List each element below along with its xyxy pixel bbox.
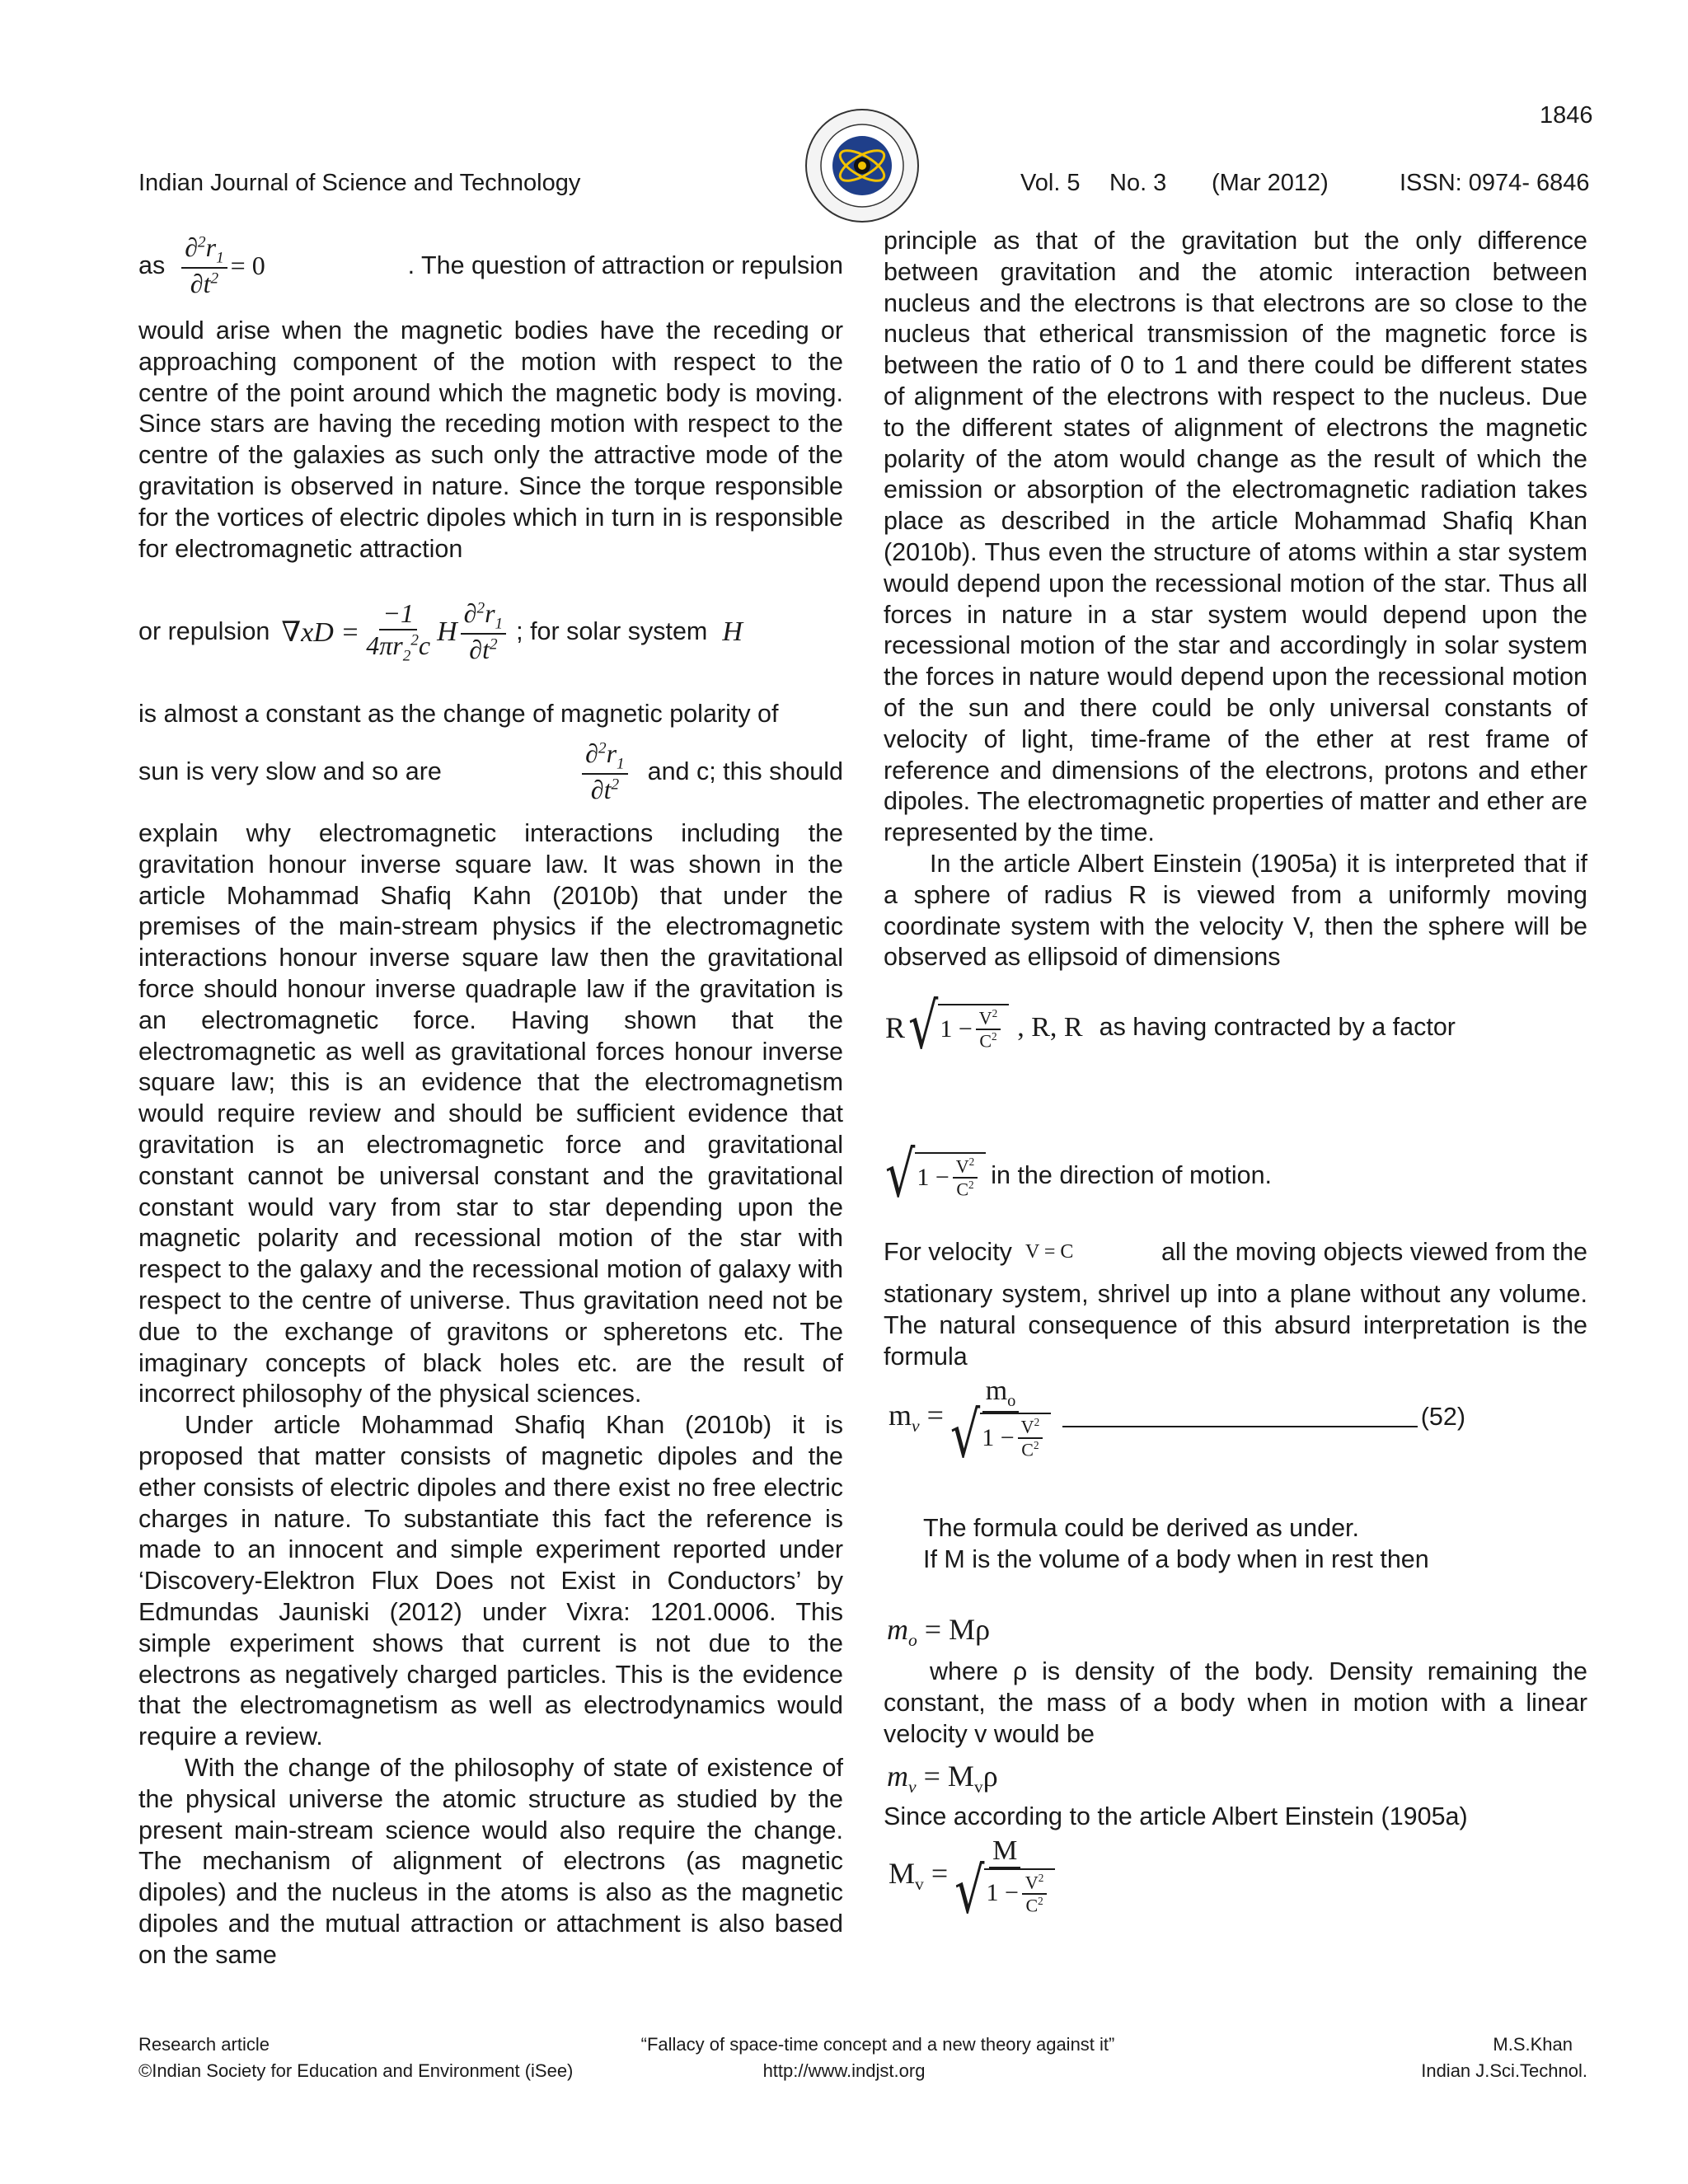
density-paragraph: where ρ is density of the body. Density remaining the constant, the mass of a body when in motion with a linear velocity v would be <box>884 1657 1587 1748</box>
footer-article-type: Research article <box>138 2034 270 2055</box>
sun-suffix: and c; this should <box>647 757 843 786</box>
equation-Mv: $M_v$ = M √ 1 − $\frac{V^2}{C^2}$ <box>889 1835 1062 1915</box>
equation-ellipsoid: R √ 1 − $\frac{V^2}{C^2}$ , R, R as having contracted by a factor <box>885 990 1456 1064</box>
equation-mo: $m_o = M\rho$ <box>887 1613 991 1651</box>
sun-prefix: sun is very slow and so are <box>138 757 442 786</box>
footer-author: M.S.Khan <box>1493 2034 1573 2055</box>
left-paragraph-5: With the change of the philosophy of state of existence of the physical universe the atomic structure as studied by the present main-stream science would also require the change. The mechanism of alignment of electrons (as magnetic dipoles) and the nucleus in the atoms is also as the magnetic dipoles and the mutual attraction or attachment is also based on the same <box>138 1753 843 1969</box>
left-paragraph-2: is almost a constant as the change of magnetic polarity of <box>138 700 779 728</box>
eq-intro-suffix: . The question of attraction or repulsion <box>407 251 843 280</box>
equation-mv: $m_v = M_v\rho$ <box>887 1760 998 1797</box>
issue-number: No. 3 <box>1109 170 1167 196</box>
equation-d2r-zero: as $\frac{\partial^2r_1}{\partial t^2}$ = 0 . The question of attraction or repulsion <box>138 232 843 299</box>
journal-title: Indian Journal of Science and Technology <box>138 170 581 196</box>
journal-logo <box>804 107 921 224</box>
issn: ISSN: 0974- 6846 <box>1400 170 1590 196</box>
contracted-text: as having contracted by a factor <box>1099 1013 1456 1042</box>
page-number: 1846 <box>1540 102 1593 129</box>
velocity-line: For velocity V = C all the moving objects viewed from the <box>884 1238 1587 1266</box>
since-line: Since according to the article Albert Einstein (1905a) <box>884 1802 1468 1830</box>
velocity-prefix: For velocity <box>884 1238 1012 1266</box>
left-paragraph-4: Under article Mohammad Shafiq Khan (2010b) it is proposed that matter consists of magnetic dipoles and the ether consists of electric dipoles and there exist no free electric charges in nature. To substantiate this fact the reference is made to an innocent and simple experiment reported under ‘Discovery-Elektron Flux Does not Exist in Conductors’ by Edmundas Jauniski (2012) under Vixra: 1201.0006. This simple experiment shows that current is not due to the electrons as negatively charged particles. This is the evidence that the electromagnetism as well as electrodynamics would require a review. <box>138 1411 843 1751</box>
derived-line-1: The formula could be derived as under. <box>923 1514 1359 1542</box>
equation-factor: √ 1 − $\frac{V^2}{C^2}$ in the direction of motion. <box>885 1138 1273 1212</box>
right-paragraph-2: In the article Albert Einstein (1905a) it is interpreted that if a sphere of radius R is viewed from a uniformly moving coordinate system with the velocity V, then the sphere will be observed as ellipsoid of dimensions <box>884 849 1587 972</box>
repulsion-suffix: ; for solar system <box>516 617 708 646</box>
footer-article-title: “Fallacy of space-time concept and a new theory against it” <box>640 2034 1115 2055</box>
eq-intro-prefix: as <box>138 251 166 280</box>
left-paragraph-3: explain why electromagnetic interactions including the gravitation honour inverse square law. It was shown in the article Mohammad Shafiq Kahn (2010b) that under the premises of the main-stream physics if the electromagnetic interactions honour inverse square law then the gravitational force should honour inverse quadraple law if the gravitation is an electromagnetic force. Having shown that the electromagnetic as well as gravitational forces honour inverse square law; this is an evidence that the electromagnetism would require review and should be sufficient evidence that gravitation is an electromagnetic force and gravitational constant cannot be universal constant and the gravitational constant would vary from star to star depending upon the magnetic polarity and recessional motion of the star with respect to the galaxy and the recessional motion of galaxy with respect to the centre of universe. Thus gravitation need not be due to the exchange of gravitons or spheretons etc. The imaginary concepts of black holes etc. are the result of incorrect philosophy of the physical sciences. <box>138 819 843 1408</box>
footer-society: ©Indian Society for Education and Environment (iSee) <box>138 2060 574 2081</box>
equation-curl-d: or repulsion ∇xD = $\frac{-1}{4\pi r_2^2c}$ H $\frac{\partial^2r_1}{\partial t^2}$ ; for solar system H <box>138 598 743 665</box>
direction-text: in the direction of motion. <box>991 1161 1273 1190</box>
equation-52: $m_v$ = $m_o$ √ 1 − $\frac{V^2}{C^2}$ (52) <box>889 1376 1465 1473</box>
left-paragraph-1: would arise when the magnetic bodies have the receding or approaching component of the motion with respect to the centre of the point around which the magnetic body is moving. Since stars are having the receding motion with respect to the centre of the galaxies as such only the attractive mode of the gravitation is observed in nature. Since the torque responsible for the vortices of electric dipoles which in turn in is responsible for electromagnetic attraction <box>138 316 843 563</box>
footer-url[interactable]: http://www.indjst.org <box>762 2060 926 2081</box>
derived-line-2: If M is the volume of a body when in rest then <box>923 1544 1429 1573</box>
volume: Vol. 5 <box>1020 170 1081 196</box>
right-paragraph-3: stationary system, shrivel up into a plane without any volume. The natural consequence of this absurd interpretation is the formula <box>884 1280 1587 1371</box>
footer-journal-abbrev: Indian J.Sci.Technol. <box>1421 2060 1587 2081</box>
velocity-suffix: all the moving objects viewed from the <box>1160 1238 1587 1266</box>
right-paragraph-1: principle as that of the gravitation but the only difference between gravitation and the atomic interaction between nucleus and the electrons is that electrons are so close to the nucleus that etherical transmission of the magnetic force is between the ratio of 0 to 1 and there could be different states of alignment of the electrons with respect to the nucleus. Due to the different states of alignment of electrons the magnetic polarity of the atom would change as the result of which the emission or absorption of the electromagnetic radiation takes place as described in the article Mohammad Shafiq Khan (2010b). Thus even the structure of atoms within a star system would depend upon the recessional motion of the star. Thus all forces in nature in a star system would depend upon the recessional motion of the star and accordingly in solar system the forces in nature would depend upon the recessional motion of the sun and there could be only universal constants of velocity of light, time-frame of the ether at rest frame of reference and dimensions of the electrons, protons and ether dipoles. The electromagnetic properties of matter and ether are represented by the time. <box>884 227 1587 847</box>
issue-date: (Mar 2012) <box>1212 170 1329 196</box>
repulsion-prefix: or repulsion <box>138 617 270 646</box>
eq52-label: (52) <box>1420 1403 1465 1432</box>
equation-sun: sun is very slow and so are $\frac{\partial^2r_1}{\partial t^2}$ and c; this should <box>138 738 843 805</box>
